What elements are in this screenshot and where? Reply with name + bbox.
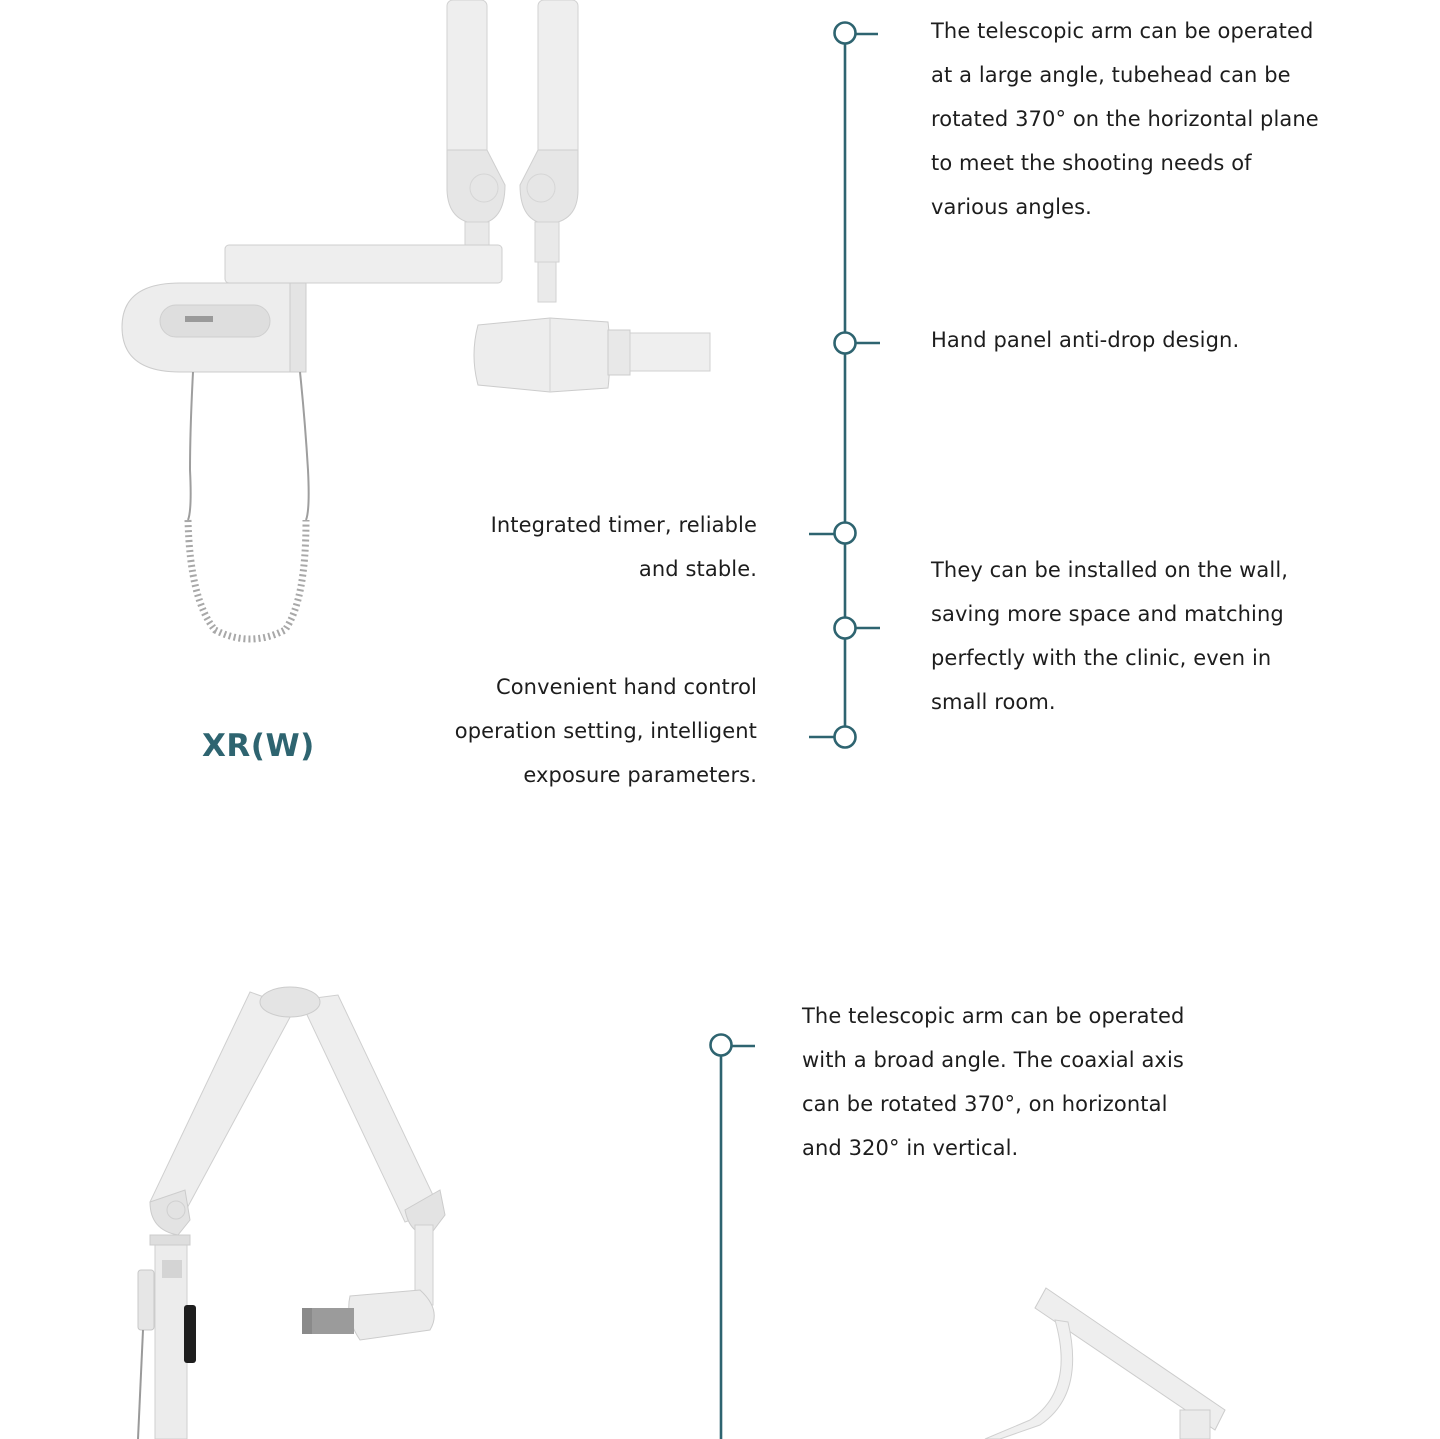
- model-name: XR(W): [202, 728, 315, 764]
- feature-broad-angle-arm: The telescopic arm can be operated with a broad angle. The coaxial axis can be rotated 370°, on horizontal and 320° in vertical.: [802, 1004, 1185, 1160]
- feature-wall-install: They can be installed on the wall, saving more space and matching perfectly with the clinic, even in small room.: [931, 558, 1289, 714]
- section-mobile-stand: [0, 830, 1440, 1439]
- feature-hand-control: Convenient hand control operation setting, intelligent exposure parameters.: [454, 675, 757, 787]
- feature-integrated-timer: Integrated timer, reliable and stable.: [490, 513, 757, 581]
- feature-telescopic-arm: The telescopic arm can be operated at a large angle, tubehead can be rotated 370° on the horizontal plane to meet the shooting needs of various angles.: [931, 19, 1319, 219]
- mobile-xray-illustration: [0, 830, 1440, 1439]
- feature-hand-panel: Hand panel anti-drop design.: [931, 328, 1240, 352]
